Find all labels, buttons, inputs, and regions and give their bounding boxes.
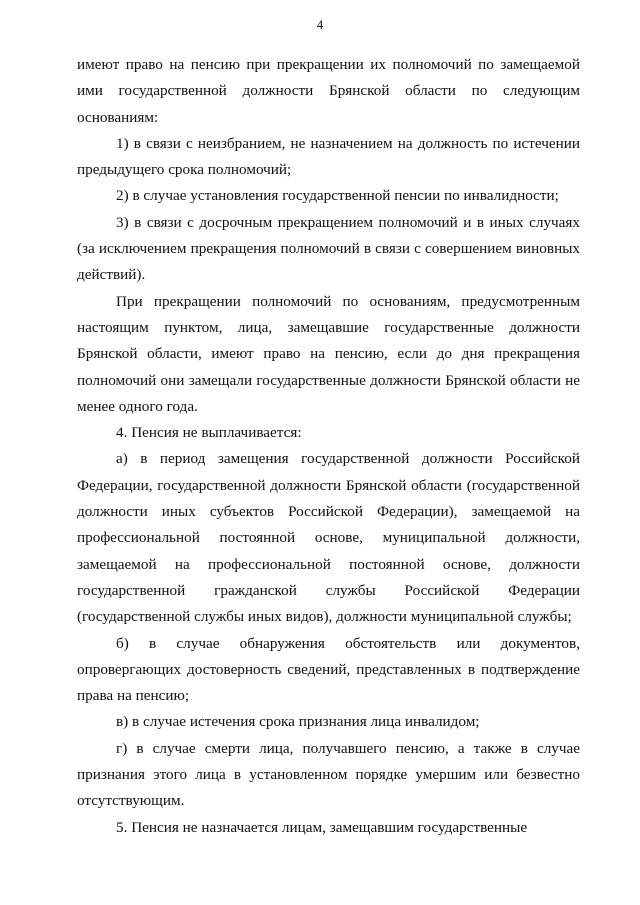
paragraph-item-v: в) в случае истечения срока признания лица инвалидом;	[116, 713, 480, 731]
paragraph-section-5: 5. Пенсия не назначается лицам, замещавшим государственные	[116, 818, 528, 836]
paragraph-item-2: 2) в случае установления государственной пенсии по инвалидности;	[116, 187, 559, 205]
paragraph-item-a: а) в период замещения государственной должности Российской Федерации, государственной должности Брянской области (государственной должности иных субъектов Российской Федерации), замещаемой на профессиональной постоянной основе, муниципальной должности, замещаемой на профессиональной постоянной основе, должности государственной гражданской службы Российской Федерации (государственной службы иных видов), должности муниципальной службы;	[77, 450, 580, 626]
paragraph-item-b: б) в случае обнаружения обстоятельств или документов, опровергающих достоверность сведений, представленных в подтверждение права на пенсию;	[77, 634, 580, 705]
document-body	[77, 52, 580, 841]
paragraph-item-3: 3) в связи с досрочным прекращением полномочий и в иных случаях (за исключением прекращения полномочий в связи с совершением виновных действий).	[77, 213, 580, 284]
paragraph-item-1: 1) в связи с неизбранием, не назначением на должность по истечении предыдущего срока полномочий;	[77, 134, 580, 179]
paragraph-item-g: г) в случае смерти лица, получавшего пенсию, а также в случае признания этого лица в установленном порядке умершим или безвестно отсутствующим.	[77, 739, 580, 810]
paragraph-termination-note: При прекращении полномочий по основаниям, предусмотренным настоящим пунктом, лица, замещавшие государственные должности Брянской области, имеют право на пенсию, если до дня прекращения полномочий они замещали государственные должности Брянской области не менее одного года.	[77, 292, 580, 415]
page-number: 4	[316, 17, 324, 32]
paragraph-section-4: 4. Пенсия не выплачивается:	[116, 424, 302, 442]
paragraph-continuation: имеют право на пенсию при прекращении их полномочий по замещаемой ими государственной должности Брянской области по следующим основаниям:	[77, 56, 580, 126]
